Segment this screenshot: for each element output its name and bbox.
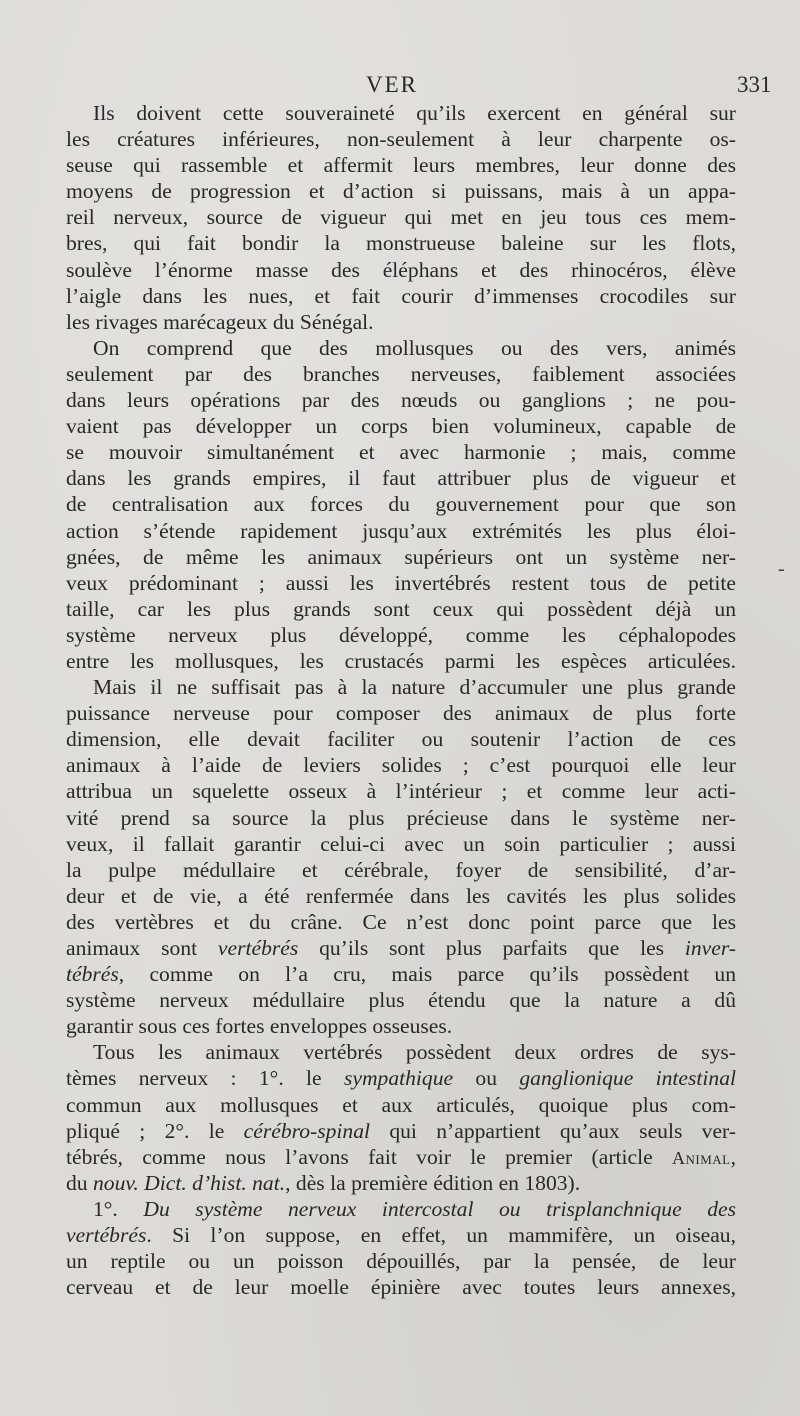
text-fragment: moyens de progression et d’action si puissans, mais à un appa-	[66, 179, 736, 204]
text-line	[66, 257, 736, 283]
text-fragment: du	[66, 1170, 93, 1195]
text-fragment: pliqué ; 2°. le	[66, 1118, 244, 1143]
text-line	[66, 1039, 736, 1065]
text-fragment: dans leurs opérations par des nœuds ou ganglions ; ne pou-	[66, 388, 736, 413]
text-line	[66, 648, 736, 674]
text-line	[66, 700, 736, 726]
italic-text: vertébrés	[217, 936, 299, 960]
text-line	[66, 857, 736, 883]
text-line	[66, 622, 736, 648]
text-line	[66, 230, 736, 256]
text-fragment: système nerveux médullaire plus étendu que la nature a dû	[66, 988, 736, 1013]
small-caps-text: Animal	[671, 1147, 731, 1168]
text-fragment: des vertèbres et du crâne. Ce n’est donc point parce que les	[66, 909, 736, 934]
text-fragment: deur et de vie, a été renfermée dans les cavités les plus solides	[66, 883, 736, 908]
text-line	[66, 387, 736, 413]
text-line	[66, 335, 736, 361]
text-line	[66, 935, 736, 961]
text-line	[66, 674, 736, 700]
text-fragment: dans les grands empires, il faut attribuer plus de vigueur et	[66, 466, 736, 491]
text-fragment: seulement par des branches nerveuses, faiblement associées	[66, 361, 736, 386]
text-line	[66, 1196, 736, 1222]
text-line	[66, 883, 736, 909]
text-fragment: 1°.	[93, 1196, 144, 1221]
text-line	[66, 1092, 736, 1118]
text-line	[66, 465, 736, 491]
text-fragment: , dès la première édition en 1803).	[285, 1170, 581, 1195]
text-fragment: système nerveux plus développé, comme les céphalopodes	[66, 622, 736, 647]
text-line	[66, 1144, 736, 1170]
text-line	[66, 570, 736, 596]
running-head-title: VER	[366, 72, 418, 97]
text-fragment: attribua un squelette osseux à l’intérieur ; et comme leur acti-	[66, 779, 736, 804]
text-fragment: cerveau et de leur moelle épinière avec toutes leurs annexes,	[66, 1275, 736, 1300]
text-fragment: vaient pas développer un corps bien volumineux, capable de	[66, 414, 736, 439]
text-fragment: ,	[730, 1144, 736, 1169]
text-line	[66, 805, 736, 831]
text-fragment: . Si l’on suppose, en effet, un mammifère, un oiseau,	[146, 1223, 736, 1248]
text-line	[66, 909, 736, 935]
text-fragment: commun aux mollusques et aux articulés, quoique plus com-	[66, 1092, 736, 1117]
italic-text: sympathique	[343, 1066, 454, 1091]
text-line	[66, 100, 736, 126]
text-line	[66, 1065, 736, 1091]
text-line	[66, 518, 736, 544]
text-line	[66, 831, 736, 857]
text-fragment: Ils doivent cette souveraineté qu’ils exercent en général sur	[93, 101, 736, 125]
text-line	[66, 152, 736, 178]
text-line	[66, 961, 736, 987]
text-fragment: se mouvoir simultanément et avec harmonie ; mais, comme	[66, 440, 736, 465]
text-line	[66, 491, 736, 517]
text-fragment: reil nerveux, source de vigueur qui met en jeu tous ces mem-	[66, 205, 736, 230]
body-text	[66, 100, 736, 1300]
text-fragment: la pulpe médullaire et cérébrale, foyer de sensibilité, d’ar-	[66, 857, 736, 882]
text-line	[66, 544, 736, 570]
text-fragment: les créatures inférieures, non-seulement à leur charpente os-	[66, 127, 736, 152]
text-fragment: veux, il fallait garantir celui-ci avec un soin particulier ; aussi	[66, 831, 736, 856]
text-fragment: qu’ils sont plus parfaits que les	[298, 936, 685, 960]
text-fragment: On comprend que des mollusques ou des vers, animés	[93, 335, 736, 360]
text-fragment: dimension, elle devait faciliter ou soutenir l’action de ces	[66, 727, 736, 752]
italic-text: cérébro-spinal	[243, 1118, 371, 1143]
text-line	[66, 178, 736, 204]
text-fragment: gnées, de même les animaux supérieurs ont un système ner-	[66, 544, 736, 569]
text-line	[66, 309, 736, 335]
italic-text: ganglionique intestinal	[519, 1066, 737, 1091]
text-fragment: garantir sous ces fortes enveloppes osseuses.	[66, 1014, 453, 1039]
text-fragment: animaux à l’aide de leviers solides ; c’est pourquoi elle leur	[66, 753, 736, 778]
text-fragment: bres, qui fait bondir la monstrueuse baleine sur les flots,	[66, 231, 736, 256]
text-fragment: action s’étende rapidement jusqu’aux extrémités les plus éloi-	[66, 518, 736, 543]
text-fragment: Tous les animaux vertébrés possèdent deux ordres de sys-	[93, 1040, 736, 1065]
text-line	[66, 596, 736, 622]
italic-text: nouv. Dict. d’hist. nat.	[93, 1170, 286, 1195]
text-line	[66, 1118, 736, 1144]
text-fragment: taille, car les plus grands sont ceux qui possèdent déjà un	[66, 596, 736, 621]
text-fragment: animaux sont	[66, 936, 218, 960]
text-fragment: puissance nerveuse pour composer des animaux de plus forte	[66, 701, 736, 726]
text-line	[66, 1248, 736, 1274]
margin-mark: -	[778, 558, 785, 580]
text-fragment: seuse qui rassemble et affermit leurs membres, leur donne des	[66, 153, 736, 178]
text-fragment: entre les mollusques, les crustacés parmi les espèces articulées.	[66, 648, 736, 673]
text-fragment: ou	[453, 1066, 520, 1091]
text-fragment: de centralisation aux forces du gouvernement pour que son	[66, 492, 736, 517]
text-fragment: tèmes nerveux : 1°. le	[66, 1066, 344, 1091]
text-line	[66, 1170, 736, 1196]
text-line	[66, 1222, 736, 1248]
text-line	[66, 361, 736, 387]
text-fragment: les rivages marécageux du Sénégal.	[66, 309, 374, 334]
text-fragment: Mais il ne suffisait pas à la nature d’accumuler une plus grande	[93, 675, 736, 700]
text-line	[66, 752, 736, 778]
italic-text: tébrés	[66, 962, 119, 987]
text-fragment: un reptile ou un poisson dépouillés, par la pensée, de leur	[66, 1249, 736, 1274]
text-line	[66, 439, 736, 465]
text-fragment: qui n’appartient qu’aux seuls ver-	[370, 1118, 737, 1143]
text-line	[66, 987, 736, 1013]
text-fragment: veux prédominant ; aussi les invertébrés restent tous de petite	[66, 570, 736, 595]
text-line	[66, 726, 736, 752]
text-line	[66, 1274, 736, 1300]
text-fragment: , comme on l’a cru, mais parce qu’ils possèdent un	[118, 962, 736, 987]
text-line	[66, 413, 736, 439]
text-line	[66, 126, 736, 152]
text-fragment: tébrés, comme nous l’avons fait voir le premier (article	[66, 1144, 672, 1169]
text-line	[66, 204, 736, 230]
text-fragment: vité prend sa source la plus précieuse dans le système ner-	[66, 805, 736, 830]
text-fragment: l’aigle dans les nues, et fait courir d’immenses crocodiles sur	[66, 283, 736, 308]
text-line	[66, 283, 736, 309]
page-number: 331	[737, 72, 772, 97]
text-line	[66, 778, 736, 804]
running-head	[0, 72, 800, 102]
text-fragment: soulève l’énorme masse des éléphans et des rhinocéros, élève	[66, 257, 736, 282]
italic-text: vertébrés	[66, 1223, 147, 1248]
italic-text: Du système nerveux intercostal ou trisplanchnique des	[143, 1196, 736, 1221]
italic-text: inver-	[684, 936, 736, 960]
text-line	[66, 1013, 736, 1039]
